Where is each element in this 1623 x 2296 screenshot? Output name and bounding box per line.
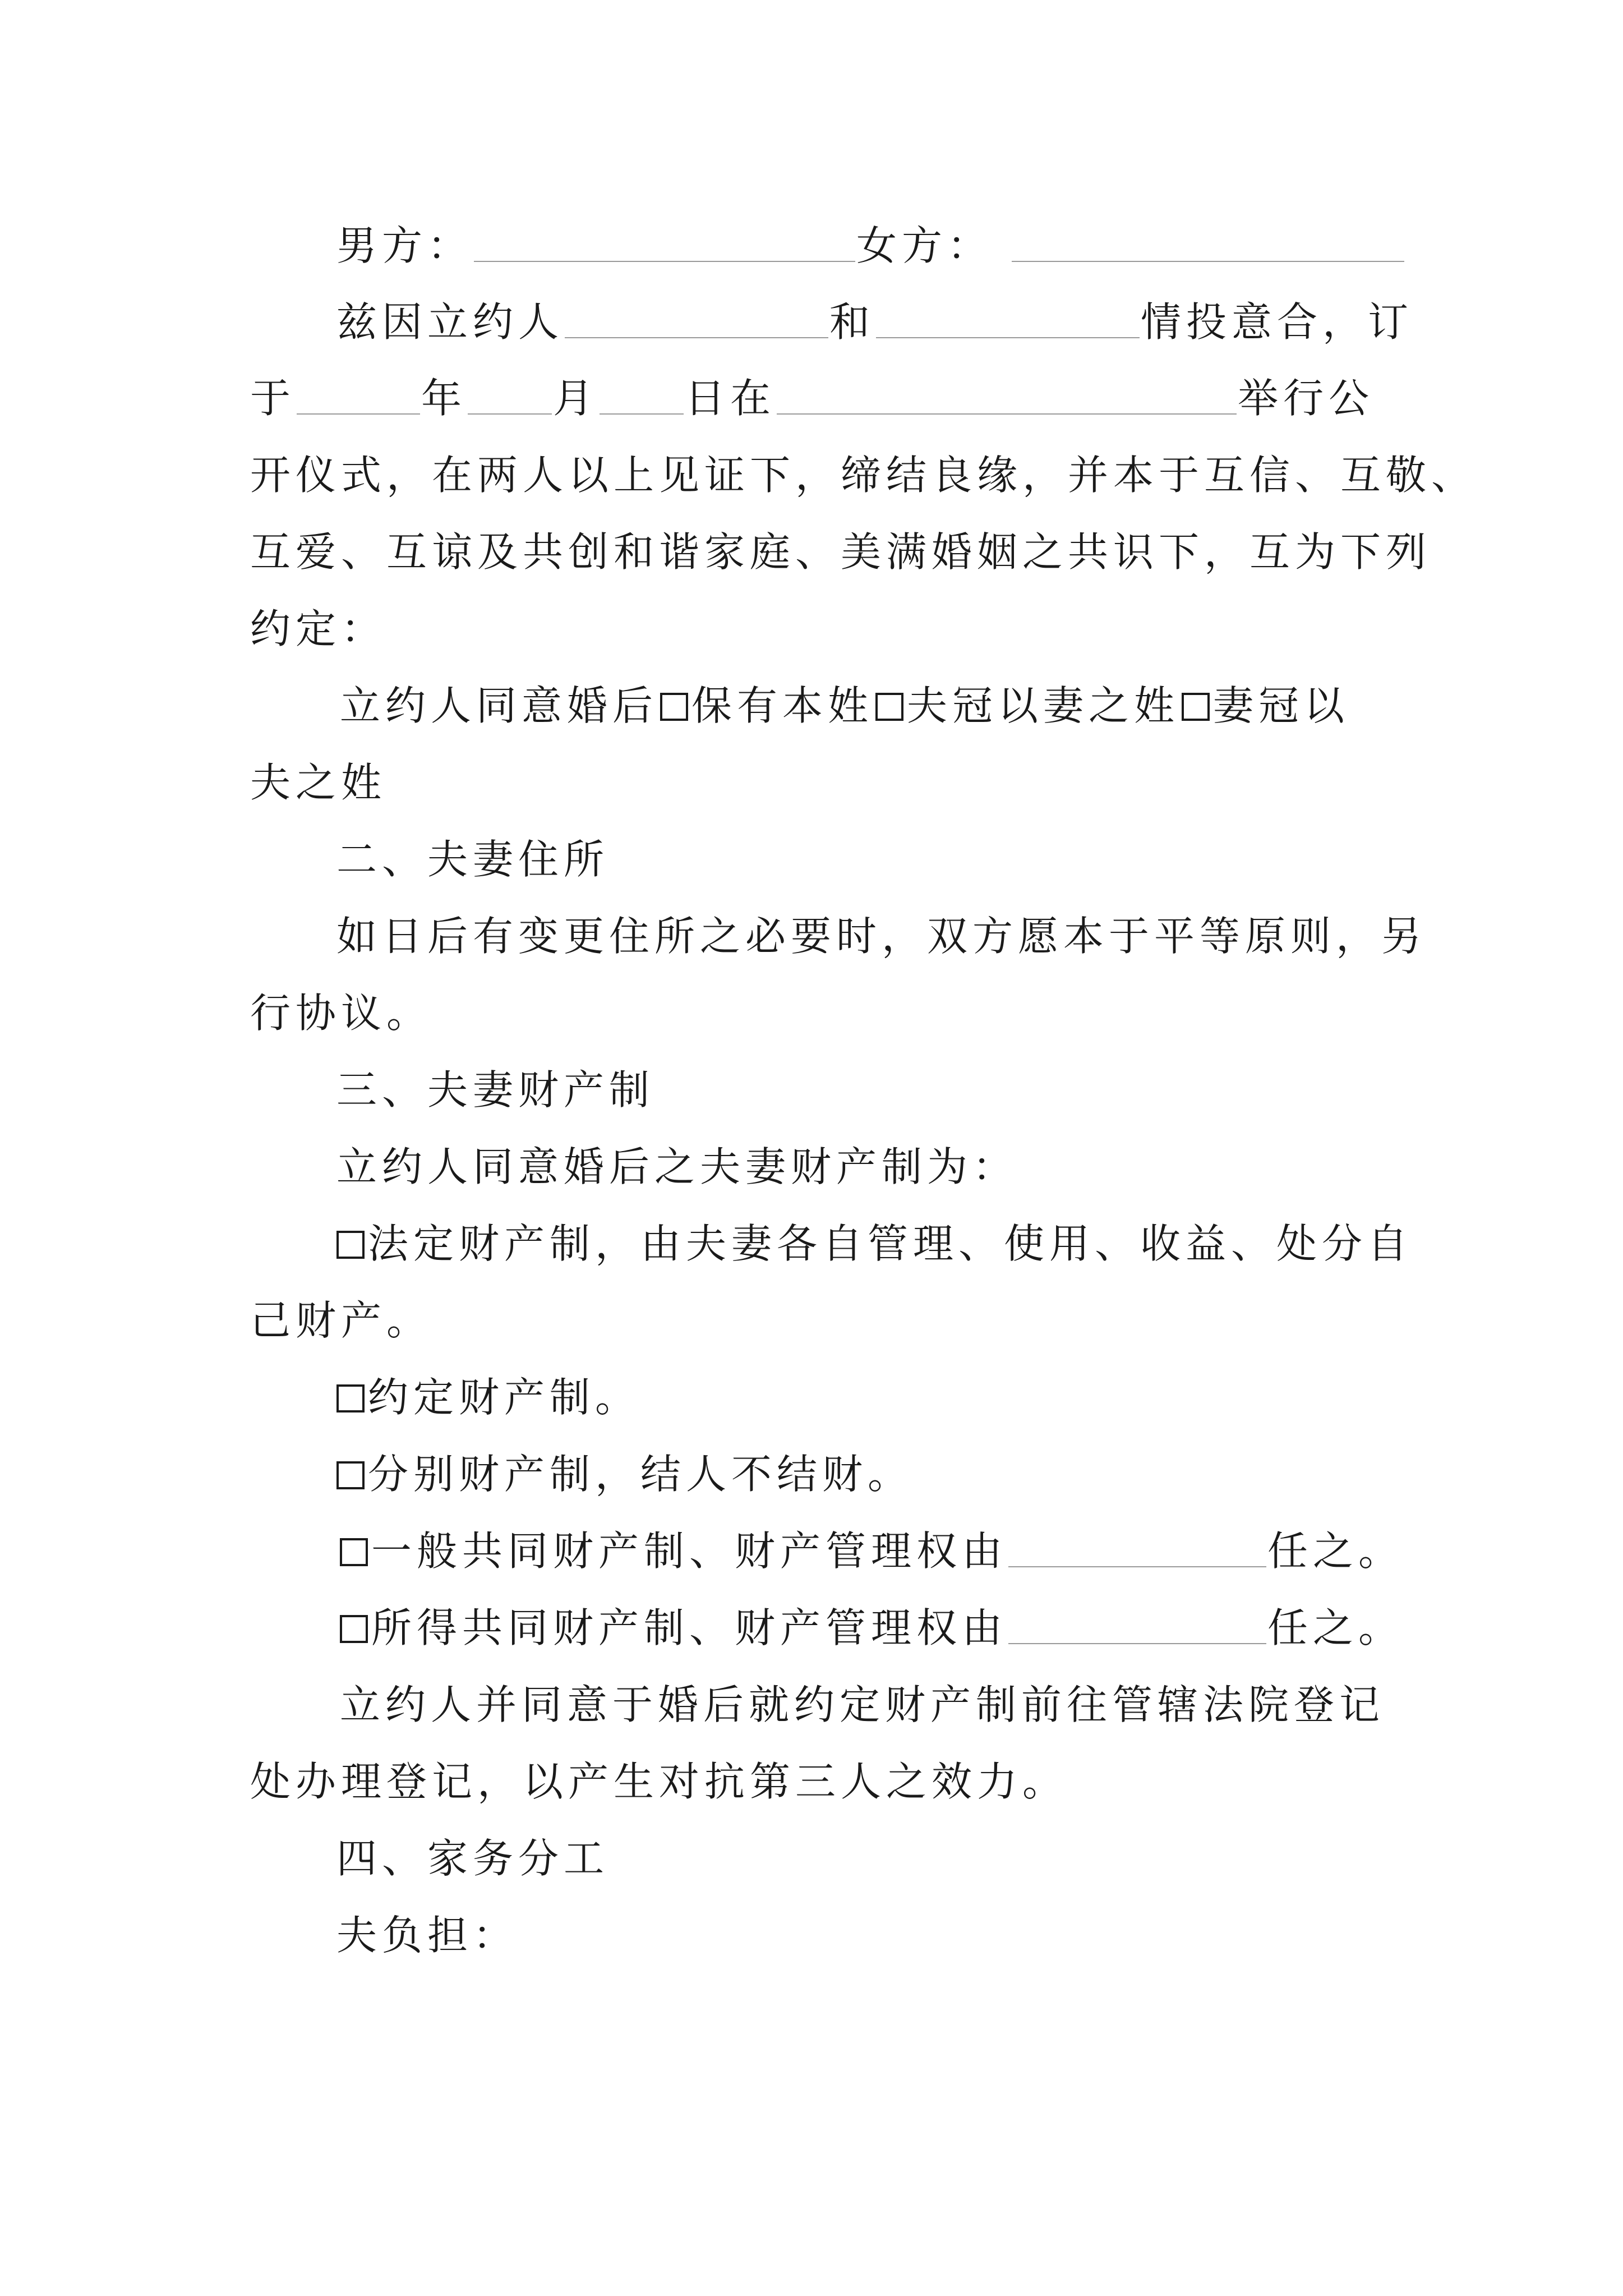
parties-line [336, 222, 1405, 269]
preamble-text: 和 [829, 298, 875, 346]
housework-husband: 夫负担： [336, 1912, 519, 1959]
preamble-line-1 [336, 298, 1414, 346]
property-option-label: 分别财产制，结人不结财。 [368, 1451, 914, 1498]
property-option-label: 约定财产制。 [368, 1374, 641, 1421]
day-blank [600, 380, 684, 415]
checkbox[interactable] [336, 1231, 365, 1259]
preamble-line-5: 约定： [250, 605, 387, 652]
property-option-label: 任之。 [1267, 1527, 1404, 1575]
surname-text: 立约人同意婚后 [340, 682, 658, 729]
preamble-text: 于 [250, 375, 296, 422]
preamble-text: 兹因立约人 [336, 298, 564, 346]
year-blank [297, 380, 420, 415]
registration-line-2: 处办理登记，以产生对抗第三人之效力。 [250, 1758, 1068, 1805]
checkbox[interactable] [336, 1384, 365, 1412]
property-intro: 立约人同意婚后之夫妻财产制为： [336, 1143, 1018, 1190]
residence-line-1: 如日后有变更住所之必要时，双方愿本于平等原则，另 [336, 913, 1427, 960]
surname-option-label: 妻冠以 [1213, 682, 1350, 729]
surname-option-label: 夫冠以妻之姓 [907, 682, 1180, 729]
checkbox[interactable] [340, 1615, 368, 1643]
manager-blank [1008, 1533, 1266, 1567]
residence-line-2: 行协议。 [250, 990, 432, 1037]
preamble-line-3: 开仪式，在两人以上见证下，缔结良缘，并本于互信、互敬、 [250, 452, 1477, 499]
property-option-general [340, 1527, 1404, 1575]
month-blank [468, 380, 552, 415]
manager-blank [1008, 1609, 1266, 1644]
section-heading-housework: 四、家务分工 [336, 1835, 610, 1882]
year-label: 年 [421, 375, 467, 422]
preamble-line-2 [250, 375, 1375, 422]
registration-line-1: 立约人并同意于婚后就约定财产制前往管辖法院登记 [340, 1681, 1385, 1728]
male-name-blank [474, 227, 855, 262]
month-label: 月 [553, 375, 599, 422]
day-label: 日在 [685, 375, 776, 422]
property-option-separate [336, 1451, 914, 1498]
checkbox[interactable] [660, 693, 688, 721]
female-label: 女方： [856, 222, 993, 269]
property-option-label: 法定财产制，由夫妻各自管理、使用、收益、处分自 [368, 1220, 1413, 1267]
venue-blank [777, 380, 1237, 415]
property-option-legal [336, 1220, 1413, 1267]
preamble-line-4: 互爱、互谅及共创和谐家庭、美满婚姻之共识下，互为下列 [250, 528, 1432, 576]
male-label: 男方： [336, 222, 473, 269]
property-option-acquired [340, 1604, 1404, 1651]
property-option-agreed [336, 1374, 641, 1421]
property-option-label: 一般共同财产制、财产管理权由 [371, 1527, 1008, 1575]
checkbox[interactable] [875, 693, 903, 721]
surname-line-1 [340, 682, 1350, 729]
checkbox[interactable] [1182, 693, 1210, 721]
property-legal-line-2: 己财产。 [250, 1297, 432, 1344]
checkbox[interactable] [340, 1538, 368, 1566]
surname-line-2: 夫之姓 [250, 759, 387, 806]
property-option-label: 所得共同财产制、财产管理权由 [371, 1604, 1008, 1651]
property-option-label: 任之。 [1267, 1604, 1404, 1651]
checkbox[interactable] [336, 1461, 365, 1489]
section-heading-residence: 二、夫妻住所 [336, 836, 610, 883]
preamble-text: 举行公 [1238, 375, 1375, 422]
female-name-blank [1012, 227, 1404, 262]
preamble-text: 情投意合，订 [1141, 298, 1414, 346]
surname-option-label: 保有本姓 [691, 682, 874, 729]
party-a-blank [565, 303, 828, 338]
party-b-blank [876, 303, 1140, 338]
section-heading-property: 三、夫妻财产制 [336, 1066, 655, 1114]
